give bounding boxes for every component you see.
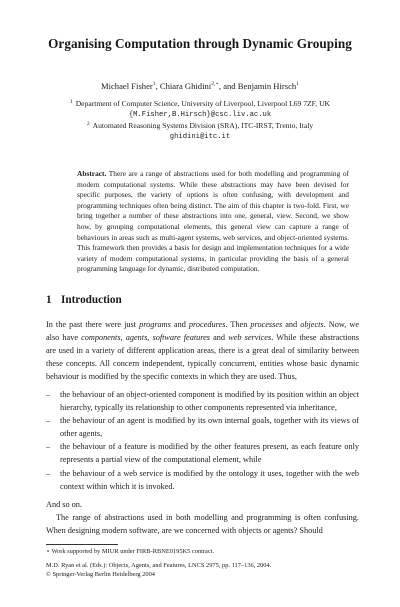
affiliation-number: 2 — [86, 121, 90, 127]
abstract-label: Abstract. — [77, 169, 107, 178]
section-heading — [46, 294, 122, 306]
list-bullet: – — [46, 416, 51, 426]
footnote-rule — [46, 544, 118, 545]
author-affiliation-mark: 1 — [152, 81, 156, 88]
intro-body — [46, 318, 359, 537]
author-affiliation-mark: 2,⋆ — [211, 81, 219, 88]
intro-paragraph: The range of abstractions used in both modelling and programming is often confusing. When designing modern software, are we concerned with objects or agents? Should — [46, 512, 359, 535]
footnote — [46, 547, 214, 555]
section-title: Introduction — [61, 294, 122, 306]
author-name: Chiara Ghidini — [159, 81, 212, 91]
publisher-citation: M.D. Ryan et al. (Eds.): Objects, Agents, and Features, LNCS 2975, pp. 117–136, 2004. — [46, 562, 272, 569]
list-item: – the behaviour of an object-oriented component is modified by its position within an object hierarchy, typically its relationship to other components represented via inheritance, — [46, 390, 359, 413]
list-bullet: – — [46, 390, 51, 400]
affiliation-text: Department of Computer Science, University of Liverpool, Liverpool L69 7ZF, UK — [75, 99, 331, 108]
affiliation-number: 1 — [69, 99, 73, 105]
author-name: Michael Fisher — [100, 81, 153, 91]
publisher-info — [46, 562, 271, 579]
author-affiliation-mark: 1 — [296, 81, 300, 88]
intro-paragraph: And so on. — [46, 499, 82, 509]
affiliation-email: ghidini@itc.it — [169, 133, 231, 141]
list-item: – the behaviour of an agent is modified by its own internal goals, together with its views of other agents, — [46, 416, 359, 439]
list-item: – the behaviour of a web service is modified by the ontology it uses, together with the web context within which it is invoked. — [46, 468, 359, 491]
paper-title: Organising Computation through Dynamic Grouping — [48, 36, 352, 51]
author-list: Michael Fisher$^1$, Chiara Ghidini$^{2,⋆}$, and Benjamin Hirsch$^1$ — [100, 81, 300, 91]
footnote-text: Work supported by MIUR under FIRB-RBNE0195K5 contract. — [51, 548, 215, 555]
publisher-copyright: © Springer-Verlag Berlin Heidelberg 2004 — [46, 570, 155, 578]
abstract — [77, 169, 349, 275]
footnote-mark: ⋆ — [46, 548, 51, 555]
affiliation-2 — [0, 121, 400, 142]
section-number: 1 — [46, 294, 52, 306]
intro-paragraph: In the past there were just programs and procedures. Then processes and objects. Now, we also have components, agents, software features and web services. While these abstractions are used in a variety of different application areas, there is a great deal of similarity between these concepts. All concern independent, typically concurrent, entities whose basic dynamic behaviour is modified by the specific contexts in which they are used. Thus, — [46, 320, 359, 382]
affiliation-text: Automated Reasoning Systems Division (SRA), ITC-IRST, Trento, Italy — [92, 121, 314, 130]
list-bullet: – — [46, 442, 51, 452]
list-bullet: – — [46, 468, 51, 478]
list-item: – the behaviour of a feature is modified by the other features present, as each feature only represents a partial view of the computational element, while — [46, 442, 359, 465]
abstract-text: There are a range of abstractions used for both modelling and programming of modern computational systems. While these abstractions may have been devised for specific purposes, the variety of options is often confusing, with development and programming techniques often being distinct. The aim of this chapter is two-fold. First, we bring together a number of these abstractions into one, general, view. Second, we show how, by grouping computational elements, this general view can capture a range of behaviours in areas such as multi-agent systems, web services, and object-oriented systems. This framework then provides a basis for design and implementation techniques for a wide variety of modern computational systems, in particular providing the basis of a general programming language for dynamic, distributed computation. — [77, 169, 349, 274]
affiliation-email: {M.Fisher,B.Hirsch}@csc.liv.ac.uk — [128, 111, 272, 119]
behaviour-list — [46, 388, 359, 492]
author-name: and Benjamin Hirsch — [223, 81, 297, 91]
affiliation-1 — [0, 99, 400, 120]
